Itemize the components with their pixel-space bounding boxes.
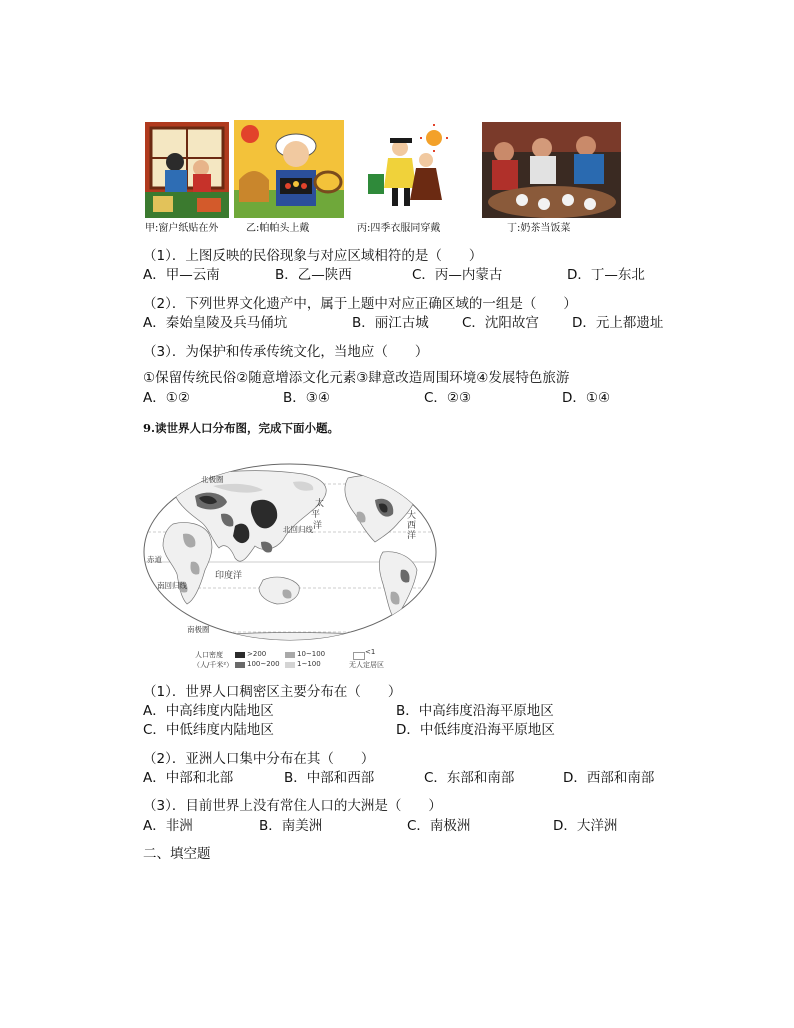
legend-label-uninhabited: 无人定居区 <box>349 661 384 669</box>
q9-sub2-stem: （2）．亚洲人口集中分布在其（ ） <box>143 751 375 767</box>
label-equator: 赤道 <box>147 555 162 564</box>
legend-title-2: （人/千米²） <box>193 661 234 669</box>
q9-sub3-option-d[interactable]: D．大洋洲 <box>553 818 618 834</box>
q9-sub3-option-c[interactable]: C．南极洲 <box>407 818 471 834</box>
label-pacific-3: 洋 <box>313 521 323 531</box>
q9-sub3-option-b[interactable]: B．南美洲 <box>259 818 323 834</box>
legend-label-1-100: 1~100 <box>297 660 321 668</box>
caption-ding: 丁:奶茶当饭菜 <box>507 223 571 234</box>
q8-sub3-option-b[interactable]: B．③④ <box>283 390 330 406</box>
q9-sub2-option-a[interactable]: A．中部和北部 <box>143 770 234 786</box>
legend-swatch-10-100 <box>285 652 295 658</box>
label-antarctic-circle: 南极圈 <box>187 625 210 634</box>
legend-title-1: 人口密度 <box>195 651 223 659</box>
q8-sub2-option-d[interactable]: D．元上都遗址 <box>572 315 664 331</box>
image-ding-milk-tea <box>482 122 621 218</box>
legend-label-100-200: 100~200 <box>247 660 280 668</box>
q8-sub1-stem: （1）．上图反映的民俗现象与对应区域相符的是（ ） <box>143 248 483 264</box>
q8-sub2-option-b[interactable]: B．丽江古城 <box>352 315 429 331</box>
q9-sub2-option-d[interactable]: D．西部和南部 <box>563 770 655 786</box>
legend-swatch-over200 <box>235 652 245 658</box>
q8-sub1-option-a[interactable]: A．甲—云南 <box>143 267 220 283</box>
q9-sub3-stem: （3）．目前世界上没有常住人口的大洲是（ ） <box>143 798 442 814</box>
label-indian-ocean: 印度洋 <box>215 571 243 581</box>
q9-intro: 9.读世界人口分布图，完成下面小题。 <box>143 421 340 435</box>
world-population-map <box>143 462 438 674</box>
label-atlantic-3: 洋 <box>407 531 417 541</box>
legend-swatch-under1 <box>353 652 365 660</box>
legend-swatch-1-100 <box>285 662 295 668</box>
label-arctic-circle: 北极圈 <box>201 475 224 484</box>
q9-sub1-option-a[interactable]: A．中高纬度内陆地区 <box>143 703 274 719</box>
q9-sub1-stem: （1）．世界人口稠密区主要分布在（ ） <box>143 684 402 700</box>
q8-sub3-option-c[interactable]: C．②③ <box>424 390 472 406</box>
q8-sub1-option-c[interactable]: C．丙—内蒙古 <box>412 267 503 283</box>
caption-yi: 乙:帕帕头上戴 <box>246 223 310 234</box>
q8-sub3-choices: ①保留传统民俗②随意增添文化元素③肆意改造周围环境④发展特色旅游 <box>143 370 570 386</box>
q9-sub3-option-a[interactable]: A．非洲 <box>143 818 193 834</box>
q8-sub2-option-a[interactable]: A．秦始皇陵及兵马俑坑 <box>143 315 288 331</box>
label-tropic-cancer: 北回归线 <box>283 525 313 534</box>
caption-jia: 甲:窗户纸贴在外 <box>145 223 219 234</box>
q9-sub1-option-c[interactable]: C．中低纬度内陆地区 <box>143 722 274 738</box>
image-jia-window-paper <box>145 122 229 218</box>
label-pacific-1: 太 <box>315 499 325 509</box>
q9-sub1-option-b[interactable]: B．中高纬度沿海平原地区 <box>396 703 554 719</box>
image-bing-clothing <box>360 124 458 216</box>
image-yi-headwear <box>234 120 344 218</box>
q8-sub2-stem: （2）．下列世界文化遗产中，属于上题中对应正确区域的一组是（ ） <box>143 296 577 312</box>
label-atlantic-2: 西 <box>407 521 417 531</box>
q9-sub1-option-d[interactable]: D．中低纬度沿海平原地区 <box>396 722 555 738</box>
legend-label-10-100: 10~100 <box>297 650 326 658</box>
section-fill-in-title: 二、填空题 <box>143 846 211 862</box>
q8-sub1-option-d[interactable]: D．丁—东北 <box>567 267 645 283</box>
label-tropic-capricorn: 南回归线 <box>157 581 187 590</box>
q8-sub3-option-d[interactable]: D．①④ <box>562 390 611 406</box>
q9-sub2-option-b[interactable]: B．中部和西部 <box>284 770 375 786</box>
label-atlantic-1: 大 <box>407 511 417 521</box>
q9-sub2-option-c[interactable]: C．东部和南部 <box>424 770 515 786</box>
legend-label-under1: <1 <box>365 648 376 656</box>
legend-label-over200: >200 <box>247 650 267 658</box>
label-pacific-2: 平 <box>311 510 321 520</box>
q8-sub2-option-c[interactable]: C．沈阳故宫 <box>462 315 539 331</box>
caption-bing: 丙:四季衣服同穿戴 <box>357 223 441 234</box>
legend-swatch-100-200 <box>235 662 245 668</box>
q8-sub3-option-a[interactable]: A．①② <box>143 390 190 406</box>
q8-sub1-option-b[interactable]: B．乙—陕西 <box>275 267 352 283</box>
q8-sub3-stem: （3）．为保护和传承传统文化，当地应（ ） <box>143 344 429 360</box>
